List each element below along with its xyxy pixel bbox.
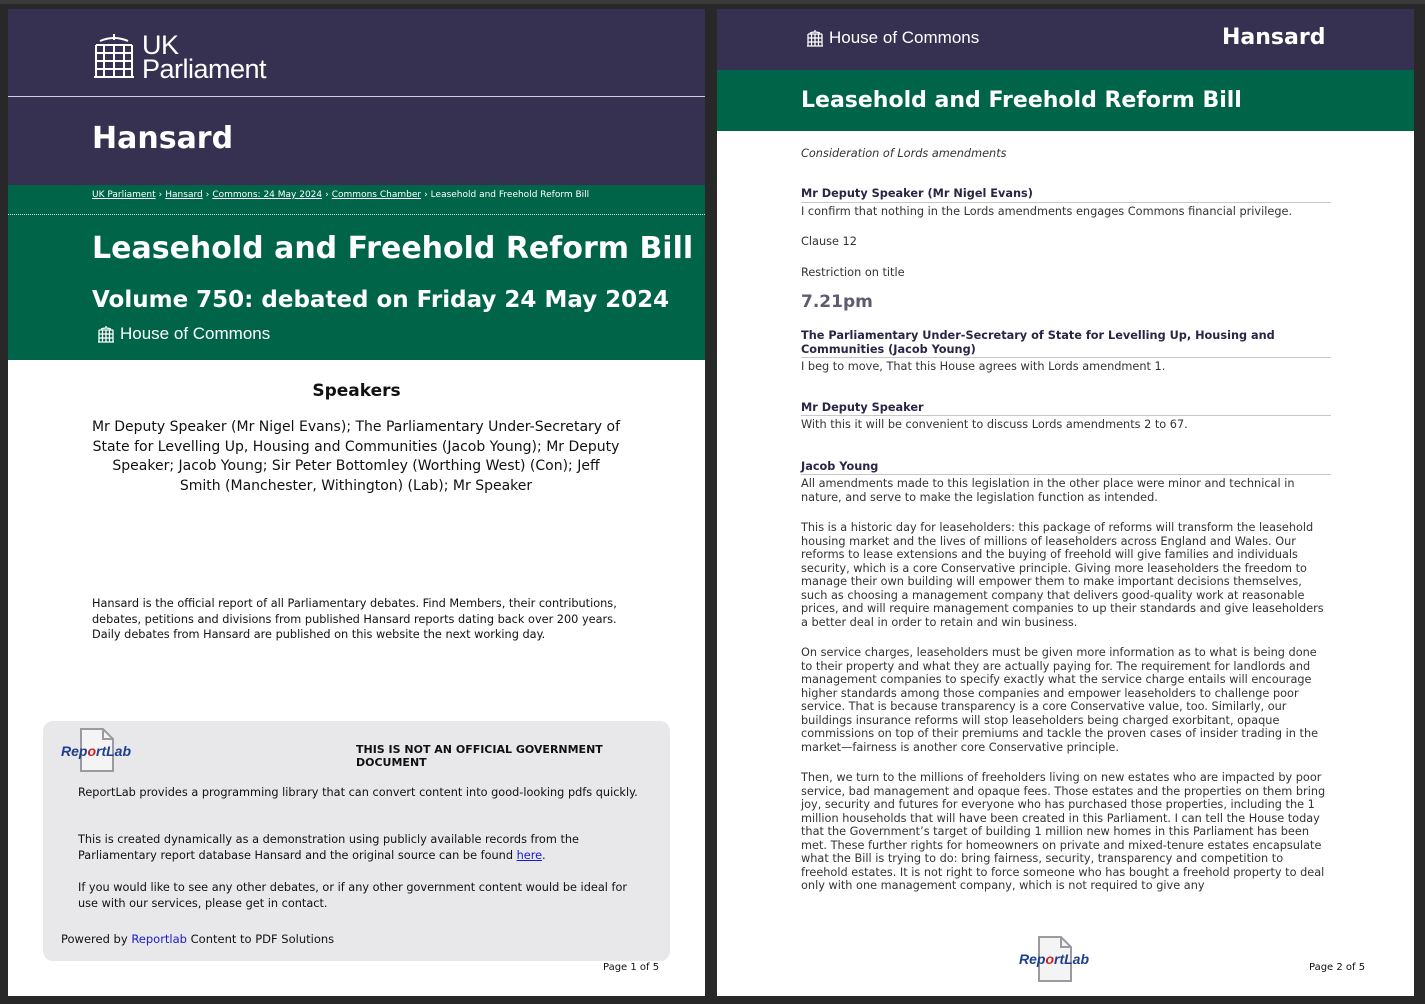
hansard-heading: Hansard bbox=[1222, 25, 1326, 50]
breadcrumb-divider bbox=[8, 214, 705, 215]
speaker-name: Jacob Young bbox=[801, 460, 1331, 476]
header-divider bbox=[8, 96, 705, 97]
reportlab-link[interactable]: Reportlab bbox=[131, 932, 187, 946]
source-link[interactable]: here bbox=[516, 848, 543, 862]
breadcrumb-link[interactable]: Commons: 24 May 2024 bbox=[212, 190, 323, 200]
page-number: Page 1 of 5 bbox=[603, 962, 660, 973]
page2-title-band bbox=[717, 70, 1414, 131]
speech-text: I confirm that nothing in the Lords amendments engages Commons financial privilege. bbox=[801, 204, 1293, 218]
reportlab-logo: ReportLab bbox=[1017, 935, 1101, 985]
pdf-page-1 bbox=[8, 9, 705, 996]
not-official-notice: THIS IS NOT AN OFFICIAL GOVERNMENT DOCUMENT bbox=[356, 743, 603, 769]
speakers-heading: Speakers bbox=[312, 381, 401, 401]
viewer-top-bar bbox=[0, 0, 1425, 4]
page-title: Leasehold and Freehold Reform Bill bbox=[92, 231, 694, 266]
volume-subtitle: Volume 750: debated on Friday 24 May 2024 bbox=[92, 287, 670, 313]
portcullis-small-icon bbox=[98, 325, 114, 343]
speech-text: I beg to move, That this House agrees with Lords amendment 1. bbox=[801, 360, 1166, 373]
page-title: Leasehold and Freehold Reform Bill bbox=[801, 88, 1242, 113]
page-number: Page 2 of 5 bbox=[1309, 962, 1366, 973]
debate-body bbox=[801, 147, 1331, 893]
reportlab-paragraph-2: This is created dynamically as a demonstration using publicly available records from the Parliamentary report database Hansard and the original source can be found here. bbox=[78, 833, 579, 862]
speech-text: All amendments made to this legislation in the other place were minor and technical in nature, and serve to make the legislation function as intended. bbox=[801, 477, 1295, 504]
page1-title-band bbox=[8, 185, 705, 360]
speech-text: This is a historic day for leaseholders: this package of reforms will transform the leasehold housing market and the lives of millions of leaseholders across England and Wales. Our reforms to lease extensions and the buying of freehold will give families and individuals security, which is a core Conservative principle. Giving more leaseholders the freedom to manage their own building will empower them to make important decisions themselves, such as choosing a management company that delivers good-quality work at reasonable prices, and will require management companies to up their standards and give leaseholders a better deal in order to retain and win business. bbox=[801, 521, 1324, 629]
breadcrumb-link[interactable]: Hansard bbox=[165, 190, 203, 200]
speakers-list: Mr Deputy Speaker (Mr Nigel Evans); The Parliamentary Under-Secretary of State for Levelling Up, Housing and Communities (Jacob Young); Mr Deputy Speaker; Jacob Young; Sir Peter Bottomley (Worthing West) (Con); Jeff Smith (Manchester, Withington) (Lab); Mr Speaker bbox=[91, 419, 621, 494]
speaker-name: The Parliamentary Under-Secretary of State for Levelling Up, Housing and Communities (Jacob Young) bbox=[801, 329, 1331, 358]
hansard-heading: Hansard bbox=[92, 121, 234, 156]
uk-parliament-wordmark: UK Parliament bbox=[142, 30, 267, 84]
portcullis-small-icon bbox=[807, 29, 823, 47]
breadcrumb-link[interactable]: UK Parliament bbox=[92, 190, 156, 200]
hansard-about-text: Hansard is the official report of all Parliamentary debates. Find Members, their contributions, debates, petitions and divisions from published Hansard reports dating back over 200 years. Daily debates from Hansard are published on this website the next working day. bbox=[92, 597, 617, 641]
breadcrumb-link[interactable]: Commons Chamber bbox=[331, 190, 422, 200]
clause-label: Clause 12 bbox=[801, 235, 857, 248]
consideration-label: Consideration of Lords amendments bbox=[801, 147, 1007, 160]
reportlab-paragraph-1: ReportLab provides a programming library that can convert content into good-looking pdfs quickly. bbox=[78, 786, 638, 799]
page2-header bbox=[717, 9, 1414, 70]
speaker-name: Mr Deputy Speaker (Mr Nigel Evans) bbox=[801, 187, 1331, 203]
reportlab-info-box bbox=[43, 721, 670, 961]
speech-text: Then, we turn to the millions of freeholders living on new estates who are impacted by poor service, bad management and opaque fees. Those estates and the properties on them bring joy, security and futures for everyone who has purchased those properties, including the 1 million households that will have been created in this Parliament. I can tell the House today that the Government’s target of building 1 million new homes in this Parliament has been met. These further rights for homeowners on private and mixed-tenure estates encapsulate what the Bill is trying to do: bring fairness, security, transparency and competition to freehold estates. It is not right to force someone who has bought a freehold property to deal only with one management company, which is not required to give any bbox=[801, 771, 1326, 892]
house-of-commons-label: House of Commons bbox=[98, 324, 270, 344]
reportlab-paragraph-3: If you would like to see any other debates, or if any other government content would be ideal for use with our services, please get in contact. bbox=[78, 881, 628, 910]
powered-by-line: Powered by Reportlab Content to PDF Solutions bbox=[61, 932, 335, 946]
page1-header bbox=[8, 9, 705, 185]
pdf-page-2 bbox=[717, 9, 1414, 996]
clause-title: Restriction on title bbox=[801, 265, 905, 279]
breadcrumb: UK Parliament › Hansard › Commons: 24 May 2024 › Commons Chamber › Leasehold and Freehold Reform Bill bbox=[92, 190, 590, 200]
house-of-commons-label: House of Commons bbox=[807, 28, 979, 48]
speech-text: With this it will be convenient to discuss Lords amendments 2 to 67. bbox=[801, 418, 1188, 431]
timestamp: 7.21pm bbox=[801, 292, 873, 312]
portcullis-icon bbox=[92, 31, 136, 81]
breadcrumb-current: Leasehold and Freehold Reform Bill bbox=[430, 190, 590, 200]
reportlab-logo: ReportLab bbox=[61, 727, 141, 775]
speaker-name: Mr Deputy Speaker bbox=[801, 401, 1331, 417]
speech-text: On service charges, leaseholders must be given more information as to what is being done to their property and what they are actually paying for. The requirement for landlords and management companies to specify exactly what the service charge entails will encourage higher standards among those companies and empower leaseholders to challenge poor service. That is because transparency is a core Conservative value, too. Similarly, our buildings insurance reforms will stop leaseholders being charged exorbitant, opaque commissions on top of their premiums and tackle the proven cases of insider trading in the market—fairness is another core Conservative principle. bbox=[801, 646, 1319, 754]
